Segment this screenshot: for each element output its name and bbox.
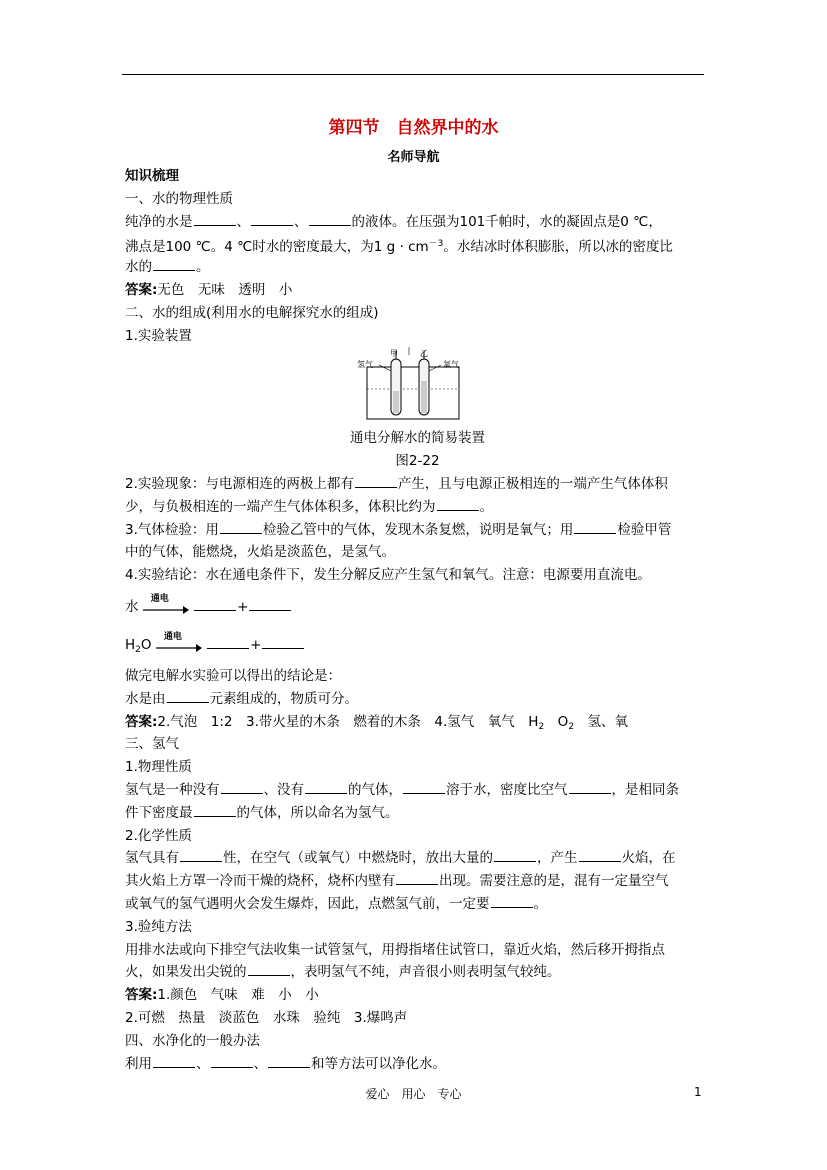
fill-blank[interactable] [574, 520, 616, 534]
fill-blank[interactable] [220, 520, 262, 534]
section-heading: 知识梳理 [125, 168, 179, 184]
paragraph-line: 沸点是100 ℃。4 ℃时水的密度最大，为1 $g \cdot cm^{-3}$。水结冰时体积膨胀，所以冰的密度比 [125, 239, 673, 256]
fill-blank[interactable] [268, 1054, 310, 1068]
section-heading: 三、氢气 [125, 736, 179, 753]
fill-blank[interactable] [403, 780, 445, 794]
fill-blank[interactable] [305, 780, 347, 794]
fill-blank[interactable] [153, 257, 195, 271]
fill-blank[interactable] [249, 597, 291, 611]
section-heading: 四、水净化的一般办法 [125, 1032, 260, 1049]
fill-blank[interactable] [494, 848, 536, 862]
paragraph-line: 火，如果发出尖锐的 ，表明氢气不纯，声音很小则表明氢气较纯。 [125, 964, 561, 981]
paragraph-line: 其火焰上方罩一冷而干燥的烧杯，烧杯内壁有 出现。需要注意的是，混有一定量空气 [125, 873, 669, 890]
page-subtitle: 名师导航 [387, 150, 440, 165]
paragraph-line: 纯净的水是 、 、 的液体。在压强为101千帕时，水的凝固点是0 ℃， [125, 213, 662, 230]
fill-blank[interactable] [262, 635, 304, 649]
fill-blank[interactable] [569, 780, 611, 794]
fill-blank[interactable] [180, 848, 222, 862]
page-number: 1 [694, 1085, 702, 1099]
tube-yi-label: 乙 [420, 349, 428, 359]
paragraph-line: 利用 、 、 和等方法可以净化水。 [125, 1055, 446, 1072]
subsection-heading: 3.验纯方法 [125, 918, 192, 935]
page-title: 第四节 自然界中的水 [328, 118, 499, 138]
fill-blank[interactable] [396, 871, 438, 885]
fill-blank[interactable] [491, 894, 533, 908]
section-heading: 一、水的物理性质 [125, 190, 233, 207]
electrolysis-apparatus-diagram [357, 347, 467, 425]
paragraph-line: 或氧气的氢气遇明火会发生爆炸，因此，点燃氢气前，一定要 。 [125, 895, 547, 912]
fill-blank[interactable] [207, 635, 249, 649]
paragraph-line: 中的气体，能燃烧，火焰是淡蓝色，是氢气。 [125, 544, 395, 561]
paragraph-line: 水的 。 [125, 259, 210, 276]
oxygen-label: 氧气 [443, 360, 459, 370]
document-body [125, 165, 710, 1075]
chemical-equation: $H_2O$ 通电 + [125, 635, 710, 665]
paragraph-line: 用排水法或向下排空气法收集一试管氢气，用拇指堵住试管口，靠近火焰，然后移开拇指点 [125, 941, 665, 958]
fill-blank[interactable] [248, 962, 290, 976]
figure-number: 图2-22 [395, 453, 440, 470]
paragraph-line: 做完电解水实验可以得出的结论是： [125, 667, 341, 684]
paragraph-line: 件下密度最 的气体，所以命名为氢气。 [125, 804, 399, 821]
section-heading: 二、水的组成(利用水的电解探究水的组成) [125, 304, 379, 321]
fill-blank[interactable] [355, 474, 397, 488]
paragraph-line: 水是由 元素组成的，物质可分。 [125, 690, 358, 707]
tube-jia-label: 甲 [390, 349, 398, 359]
word-equation: 水 通电 + [125, 595, 710, 625]
paragraph-line: 少，与负极相连的一端产生气体体积多，体积比约为 。 [125, 498, 493, 515]
paragraph-line: 4.实验结论：水在通电条件下，发生分解反应产生氢气和氧气。注意：电源要用直流电。 [125, 567, 651, 584]
fill-blank[interactable] [251, 212, 293, 226]
reaction-arrow: 通电 [143, 600, 189, 614]
paragraph-line: 2.实验现象：与电源相连的两极上都有 产生，且与电源正极相连的一端产生气体体积 [125, 475, 668, 492]
answer-line: 2.可燃 热量 淡蓝色 水珠 验纯 3.爆鸣声 [125, 1009, 408, 1026]
fill-blank[interactable] [194, 803, 236, 817]
electrolysis-figure [125, 347, 710, 427]
subsection-heading: 1.物理性质 [125, 759, 192, 776]
paragraph-line: 氢气是一种没有 、没有 的气体， 溶于水，密度比空气 ，是相同条 [125, 781, 679, 798]
answer-line: 答案:2.气泡 1:2 3.带火星的木条 燃着的木条 4.氢气 氧气 $H_2$ $O_2$ 氢、氧 [125, 713, 629, 732]
subsection-heading: 1.实验装置 [125, 327, 192, 344]
fill-blank[interactable] [194, 212, 236, 226]
fill-blank[interactable] [211, 1054, 253, 1068]
reaction-arrow: 通电 [156, 638, 202, 652]
paragraph-line: 氢气具有 性，在空气（或氧气）中燃烧时，放出大量的 ，产生 火焰，在 [125, 850, 676, 867]
paragraph-line: 3.气体检验：用 检验乙管中的气体，发现木条复燃，说明是氧气；用 检验甲管 [125, 521, 672, 538]
answer-line: 答案:1.颜色 气味 难 小 小 [125, 987, 319, 1004]
fill-blank[interactable] [153, 1054, 195, 1068]
fill-blank[interactable] [579, 848, 621, 862]
header-rule [122, 74, 704, 75]
fill-blank[interactable] [167, 689, 209, 703]
hydrogen-label: 氢气 [357, 360, 373, 370]
fill-blank[interactable] [309, 212, 351, 226]
figure-caption: 通电分解水的简易装置 [350, 430, 485, 447]
fill-blank[interactable] [221, 780, 263, 794]
answer-line: 答案:无色 无味 透明 小 [125, 281, 293, 298]
subsection-heading: 2.化学性质 [125, 827, 192, 844]
fill-blank[interactable] [437, 497, 479, 511]
footer-motto: 爱心 用心 专心 [365, 1087, 462, 1101]
fill-blank[interactable] [194, 597, 236, 611]
